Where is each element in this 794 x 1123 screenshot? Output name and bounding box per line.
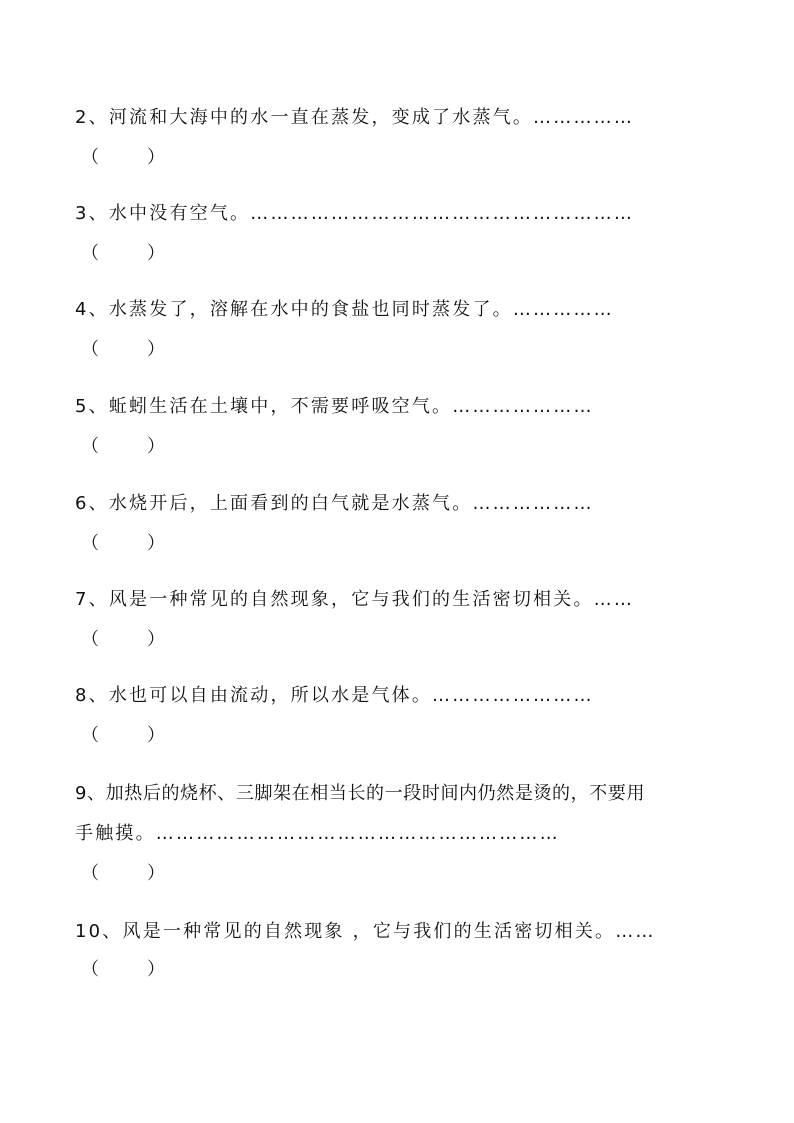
question-text: 4、水蒸发了，溶解在水中的食盐也同时蒸发了。…………… (75, 299, 614, 320)
answer-parentheses[interactable] (81, 533, 725, 555)
paren-close: ） (147, 725, 165, 746)
paren-open: （ (81, 725, 99, 746)
answer-parentheses[interactable] (81, 629, 725, 651)
answer-parentheses[interactable] (81, 436, 725, 458)
paren-close: ） (147, 243, 165, 264)
question-4 (75, 299, 725, 361)
answer-parentheses[interactable] (81, 243, 725, 265)
answer-parentheses[interactable] (81, 863, 725, 885)
question-8 (75, 685, 725, 747)
question-text-continued: 手触摸。…………………………………………………… (75, 823, 560, 844)
paren-close: ） (147, 863, 165, 884)
paren-close: ） (147, 959, 165, 980)
paren-open: （ (81, 959, 99, 980)
question-text: 9、加热后的烧杯、三脚架在相当长的一段时间内仍然是烫的，不要用 (75, 783, 646, 804)
question-7 (75, 589, 725, 651)
answer-parentheses[interactable] (81, 725, 725, 747)
question-9 (75, 783, 725, 885)
paren-open: （ (81, 339, 99, 360)
paren-close: ） (147, 147, 165, 168)
paren-close: ） (147, 436, 165, 457)
paren-open: （ (81, 243, 99, 264)
answer-parentheses[interactable] (81, 147, 725, 169)
question-text: 8、水也可以自由流动，所以水是气体。…………………… (75, 685, 594, 706)
question-text: 5、蚯蚓生活在土壤中，不需要呼吸空气。………………… (75, 396, 594, 417)
paren-open: （ (81, 863, 99, 884)
paren-open: （ (81, 147, 99, 168)
question-3 (75, 203, 725, 265)
paren-close: ） (147, 339, 165, 360)
question-text: 7、风是一种常见的自然现象，它与我们的生活密切相关。…… (75, 589, 635, 610)
answer-parentheses[interactable] (81, 959, 725, 981)
question-text: 10、风是一种常见的自然现象 ，它与我们的生活密切相关。…… (75, 921, 656, 942)
question-text: 6、水烧开后，上面看到的白气就是水蒸气。……………… (75, 493, 594, 514)
question-10 (75, 921, 725, 981)
paren-close: ） (147, 629, 165, 650)
question-2 (75, 107, 725, 169)
question-text: 2、河流和大海中的水一直在蒸发，变成了水蒸气。…………… (75, 107, 635, 128)
paren-open: （ (81, 436, 99, 457)
paren-open: （ (81, 629, 99, 650)
question-5 (75, 396, 725, 458)
answer-parentheses[interactable] (81, 339, 725, 361)
question-text: 3、水中没有空气。………………………………………………… (75, 203, 635, 224)
question-6 (75, 493, 725, 555)
paren-close: ） (147, 533, 165, 554)
paren-open: （ (81, 533, 99, 554)
